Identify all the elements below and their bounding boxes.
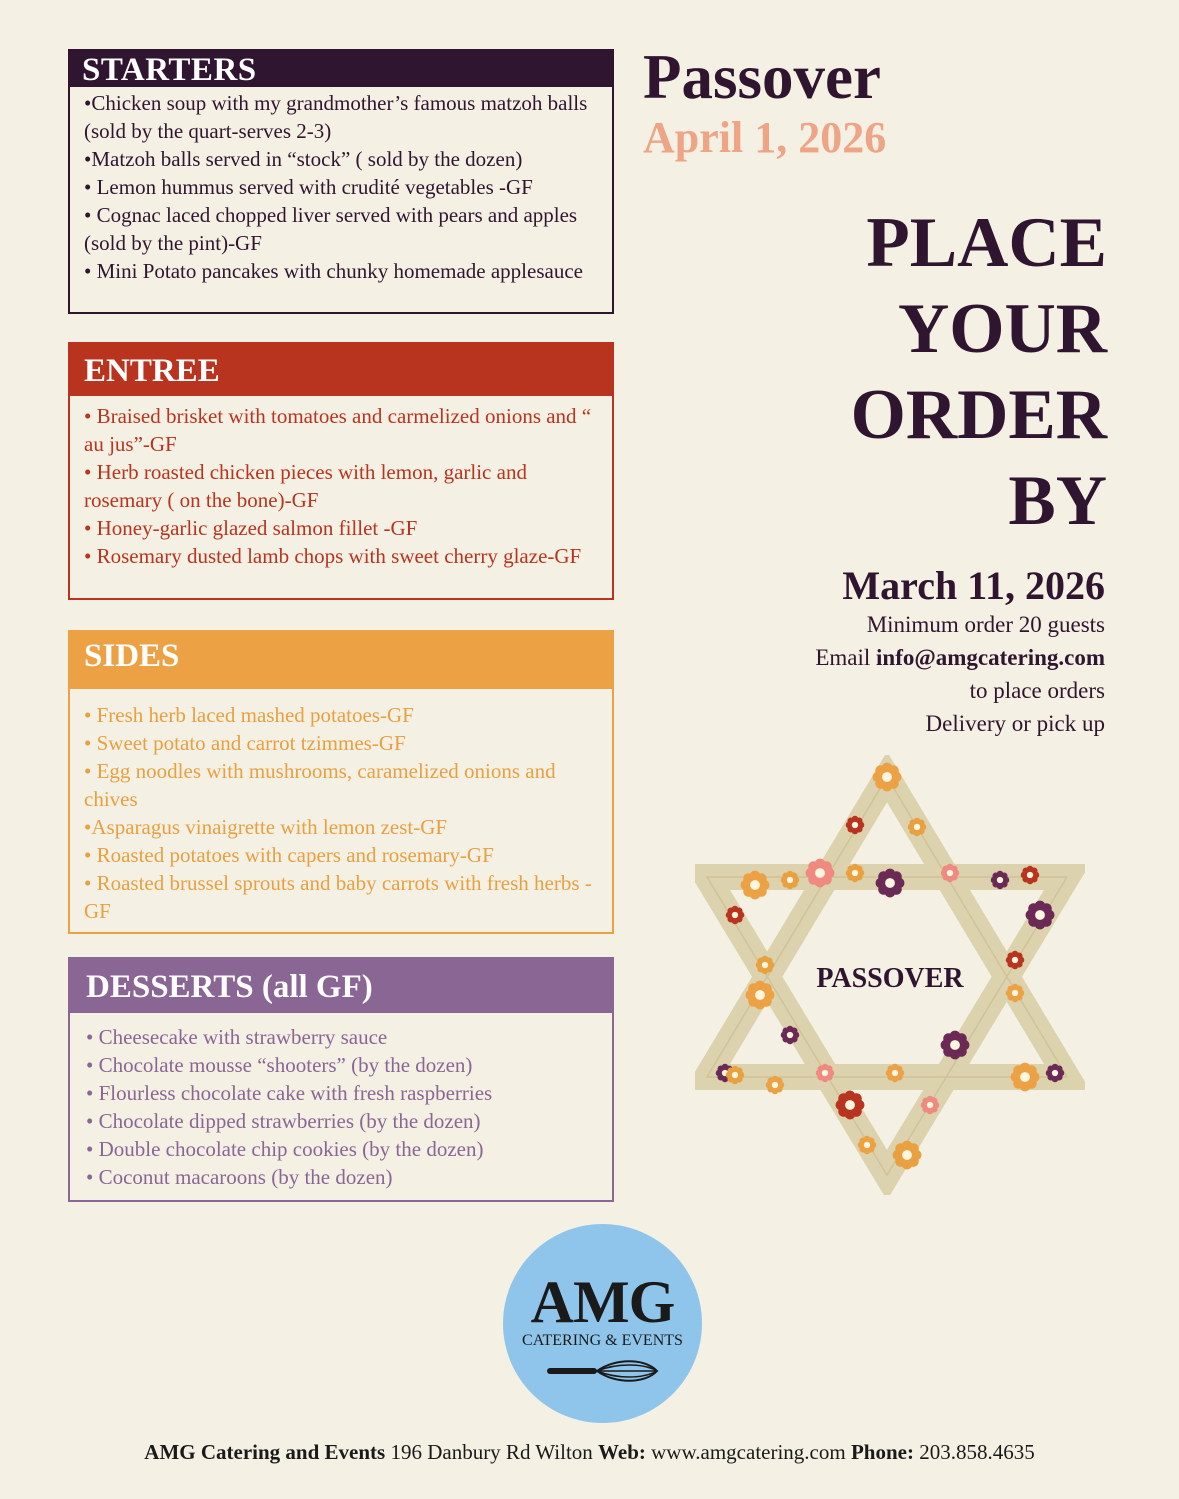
list-item: • Coconut macaroons (by the dozen) bbox=[86, 1165, 393, 1189]
flower-icon bbox=[893, 1141, 922, 1170]
desserts-heading: DESSERTS (all GF) bbox=[70, 959, 612, 1013]
starters-section bbox=[68, 49, 614, 314]
list-item: • Roasted brussel sprouts and baby carrots with fresh herbs -GF bbox=[84, 871, 592, 923]
flower-icon bbox=[886, 1064, 905, 1083]
flower-icon bbox=[941, 864, 960, 883]
entree-heading: ENTREE bbox=[70, 344, 612, 396]
list-item: • Braised brisket with tomatoes and carmelized onions and “ au jus”-GF bbox=[84, 404, 592, 456]
list-item: • Rosemary dusted lamb chops with sweet cherry glaze-GF bbox=[84, 544, 582, 568]
flower-icon bbox=[846, 816, 865, 835]
list-item: • Cheesecake with strawberry sauce bbox=[86, 1025, 388, 1049]
flower-icon bbox=[941, 1031, 970, 1060]
footer-web-link[interactable]: www.amgcatering.com bbox=[645, 1440, 851, 1464]
footer-company: AMG Catering and Events bbox=[144, 1440, 386, 1464]
place-order-line: YOUR bbox=[897, 290, 1107, 368]
flower-icon bbox=[816, 1064, 835, 1083]
list-item: • Lemon hummus served with crudité vegetables -GF bbox=[84, 175, 533, 199]
flower-icon bbox=[846, 864, 865, 883]
flower-icon bbox=[756, 956, 775, 975]
list-item: • Fresh herb laced mashed potatoes-GF bbox=[84, 703, 414, 727]
list-item: • Cognac laced chopped liver served with pears and apples (sold by the pint)-GF bbox=[84, 203, 578, 255]
flower-icon bbox=[991, 871, 1010, 890]
footer-address: 196 Danbury Rd Wilton bbox=[385, 1440, 599, 1464]
whisk-icon bbox=[545, 1356, 660, 1386]
footer-phone-label: Phone: bbox=[850, 1440, 914, 1464]
list-item: • Herb roasted chicken pieces with lemon, garlic and rosemary ( on the bone)-GF bbox=[84, 460, 527, 512]
star-of-david-illustration bbox=[695, 755, 1085, 1195]
entree-section bbox=[68, 342, 614, 600]
desserts-list bbox=[70, 1013, 612, 1191]
sides-list bbox=[70, 689, 612, 925]
list-item: • Chocolate mousse “shooters” (by the dozen) bbox=[86, 1053, 473, 1077]
flower-icon bbox=[781, 1026, 800, 1045]
footer-web-label: Web: bbox=[598, 1440, 646, 1464]
flower-icon bbox=[873, 763, 902, 792]
page-title: Passover bbox=[643, 42, 881, 112]
list-item: •Chicken soup with my grandmother’s famous matzoh balls (sold by the quart-serves 2-3) bbox=[84, 91, 588, 143]
flower-icon bbox=[1046, 1064, 1065, 1083]
list-item: • Chocolate dipped strawberries (by the dozen) bbox=[86, 1109, 481, 1133]
place-order-line: BY bbox=[1008, 462, 1107, 540]
list-item: • Honey-garlic glazed salmon fillet -GF bbox=[84, 516, 418, 540]
place-orders-text: to place orders bbox=[969, 678, 1105, 703]
list-item: • Sweet potato and carrot tzimmes-GF bbox=[84, 731, 406, 755]
list-item: • Double chocolate chip cookies (by the dozen) bbox=[86, 1137, 484, 1161]
list-item: • Roasted potatoes with capers and rosemary-GF bbox=[84, 843, 494, 867]
place-order-line: PLACE bbox=[866, 204, 1107, 282]
starters-list bbox=[70, 87, 612, 285]
email-line bbox=[685, 641, 1105, 674]
footer bbox=[0, 1440, 1179, 1465]
footer-phone: 203.858.4635 bbox=[913, 1440, 1035, 1464]
flower-icon bbox=[908, 818, 927, 837]
flower-icon bbox=[746, 981, 775, 1010]
delivery-text: Delivery or pick up bbox=[925, 711, 1105, 736]
minimum-order-text: Minimum order 20 guests bbox=[866, 612, 1105, 637]
flower-icon bbox=[1026, 901, 1055, 930]
list-item: • Flourless chocolate cake with fresh raspberries bbox=[86, 1081, 493, 1105]
flower-icon bbox=[836, 1091, 865, 1120]
logo-tagline: CATERING & EVENTS bbox=[522, 1332, 683, 1349]
flower-icon bbox=[781, 871, 800, 890]
list-item: • Mini Potato pancakes with chunky homemade applesauce bbox=[84, 259, 583, 283]
sides-heading: SIDES bbox=[70, 632, 612, 689]
flower-icon bbox=[741, 871, 770, 900]
flower-icon bbox=[1021, 866, 1040, 885]
order-deadline: March 11, 2026 bbox=[842, 563, 1105, 608]
flower-icon bbox=[726, 1066, 745, 1085]
logo-name: AMG bbox=[530, 1269, 675, 1335]
flower-icon bbox=[1006, 951, 1025, 970]
list-item: •Asparagus vinaigrette with lemon zest-GF bbox=[84, 815, 448, 839]
flower-icon bbox=[1011, 1063, 1040, 1092]
entree-list bbox=[70, 396, 612, 570]
flower-icon bbox=[806, 859, 835, 888]
flower-icon bbox=[1006, 984, 1025, 1003]
event-date: April 1, 2026 bbox=[643, 113, 887, 162]
amg-logo bbox=[503, 1224, 702, 1423]
email-prefix: Email bbox=[815, 645, 877, 670]
flower-icon bbox=[726, 906, 745, 925]
email-link[interactable]: info@amgcatering.com bbox=[876, 645, 1105, 670]
flower-icon bbox=[858, 1136, 877, 1155]
flower-icon bbox=[766, 1076, 785, 1095]
sides-section bbox=[68, 630, 614, 934]
list-item: •Matzoh balls served in “stock” ( sold by the dozen) bbox=[84, 147, 523, 171]
list-item: • Egg noodles with mushrooms, caramelized onions and chives bbox=[84, 759, 556, 811]
flower-icon bbox=[921, 1096, 940, 1115]
flower-icon bbox=[876, 869, 905, 898]
desserts-section bbox=[68, 957, 614, 1202]
place-order-line: ORDER bbox=[850, 376, 1107, 454]
order-info bbox=[685, 608, 1105, 740]
starters-heading: STARTERS bbox=[70, 51, 612, 87]
star-label: PASSOVER bbox=[816, 963, 964, 994]
place-order-heading bbox=[687, 200, 1107, 544]
